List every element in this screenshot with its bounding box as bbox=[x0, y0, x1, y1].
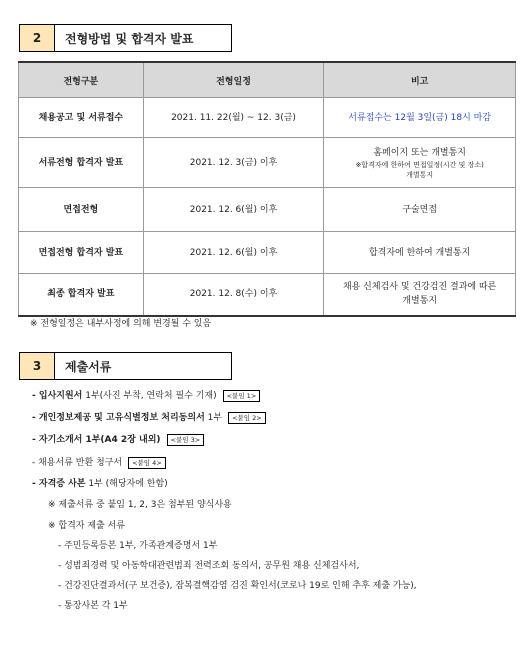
note-cell: 구술면접 bbox=[324, 188, 516, 232]
doc-detail: 1부 (해당자에 한함) bbox=[85, 479, 168, 489]
doc-item-application: - 입사지원서 1부(사진 부착, 연락처 필수 기재) <붙임 1> bbox=[32, 388, 260, 402]
doc-name: 개인정보제공 및 고유식별정보 처리동의서 bbox=[38, 413, 205, 423]
schedule-table bbox=[18, 61, 516, 317]
date-cell: 2021. 12. 3(금) 이후 bbox=[143, 138, 324, 188]
stage-cell: 채용공고 및 서류접수 bbox=[19, 98, 144, 138]
doc-item-intro: - 자기소개서 1부(A4 2장 내외) <붙임 3> bbox=[32, 432, 204, 446]
date-cell: 2021. 12. 8(수) 이후 bbox=[143, 274, 324, 316]
date-cell: 2021. 11. 22(월) ~ 12. 3(금) bbox=[143, 98, 324, 138]
note-cell: 채용 신체검사 및 건강검진 결과에 따른 개별통지 bbox=[324, 274, 516, 316]
table-row bbox=[19, 274, 516, 316]
stage-cell: 면접전형 bbox=[19, 188, 144, 232]
table-row bbox=[19, 138, 516, 188]
doc-item-return: - 채용서류 반환 청구서 <붙임 4> bbox=[32, 455, 166, 469]
note-cell: 합격자에 한하여 개별통지 bbox=[324, 232, 516, 274]
stage-cell: 면접전형 합격자 발표 bbox=[19, 232, 144, 274]
doc-sub-item: - 주민등록등본 1부, 가족관계증명서 1부 bbox=[58, 541, 218, 551]
table-footnote: ※ 전형일정은 내부사정에 의해 변경될 수 있음 bbox=[30, 319, 212, 329]
table-header-row bbox=[19, 62, 516, 98]
stage-cell: 서류전형 합격자 발표 bbox=[19, 138, 144, 188]
attachment-tag: <붙임 4> bbox=[128, 457, 166, 469]
note-cell bbox=[324, 138, 516, 188]
doc-name: 채용서류 반환 청구서 bbox=[38, 458, 123, 468]
doc-name: 자기소개서 1부(A4 2장 내외) bbox=[38, 435, 161, 445]
doc-sub-item: - 통장사본 각 1부 bbox=[58, 601, 128, 611]
doc-note: ※ 제출서류 중 붙임 1, 2, 3은 첨부된 양식사용 bbox=[48, 500, 232, 510]
note-small-text: ※합격자에 한하여 면접일정(시간 및 장소) 개별통지 bbox=[355, 160, 484, 179]
doc-item-consent: - 개인정보제공 및 고유식별정보 처리동의서 1부 <붙임 2> bbox=[32, 410, 266, 424]
doc-note: ※ 합격자 제출 서류 bbox=[48, 521, 125, 531]
stage-cell: 최종 합격자 발표 bbox=[19, 274, 144, 316]
table-row bbox=[19, 188, 516, 232]
section-3-header bbox=[19, 352, 232, 380]
doc-name: 자격증 사본 bbox=[38, 479, 86, 489]
attachment-tag: <붙임 3> bbox=[167, 434, 205, 446]
col-header: 전형구분 bbox=[19, 62, 144, 98]
doc-name: 입사지원서 bbox=[38, 391, 83, 401]
table-row bbox=[19, 232, 516, 274]
attachment-tag: <붙임 1> bbox=[223, 390, 261, 402]
doc-detail: 1부(사진 부착, 연락처 필수 기재) bbox=[82, 391, 217, 401]
attachment-tag: <붙임 2> bbox=[228, 412, 266, 424]
section-title: 제출서류 bbox=[55, 352, 232, 380]
doc-sub-item: - 건강진단결과서(구 보건증), 잠복결핵감염 검진 확인서(코로나 19로 인해 추후 제출 가능), bbox=[58, 581, 417, 591]
doc-sub-item: - 성범죄경력 및 아동학대관련범죄 전력조회 동의서, 공무원 채용 신체검사서, bbox=[58, 561, 360, 571]
note-text: 홈페이지 또는 개별통지 bbox=[373, 147, 466, 158]
date-cell: 2021. 12. 6(월) 이후 bbox=[143, 188, 324, 232]
note-cell: 서류접수는 12월 3일(금) 18시 마감 bbox=[324, 98, 516, 138]
section-2-header bbox=[19, 24, 232, 52]
section-number: 2 bbox=[19, 24, 55, 52]
doc-item-license: - 자격증 사본 1부 (해당자에 한함) bbox=[32, 479, 168, 489]
col-header: 비고 bbox=[324, 62, 516, 98]
section-number: 3 bbox=[19, 352, 55, 380]
date-cell: 2021. 12. 6(월) 이후 bbox=[143, 232, 324, 274]
section-title: 전형방법 및 합격자 발표 bbox=[55, 24, 232, 52]
doc-detail: 1부 bbox=[204, 413, 223, 423]
col-header: 전형일정 bbox=[143, 62, 324, 98]
table-row bbox=[19, 98, 516, 138]
